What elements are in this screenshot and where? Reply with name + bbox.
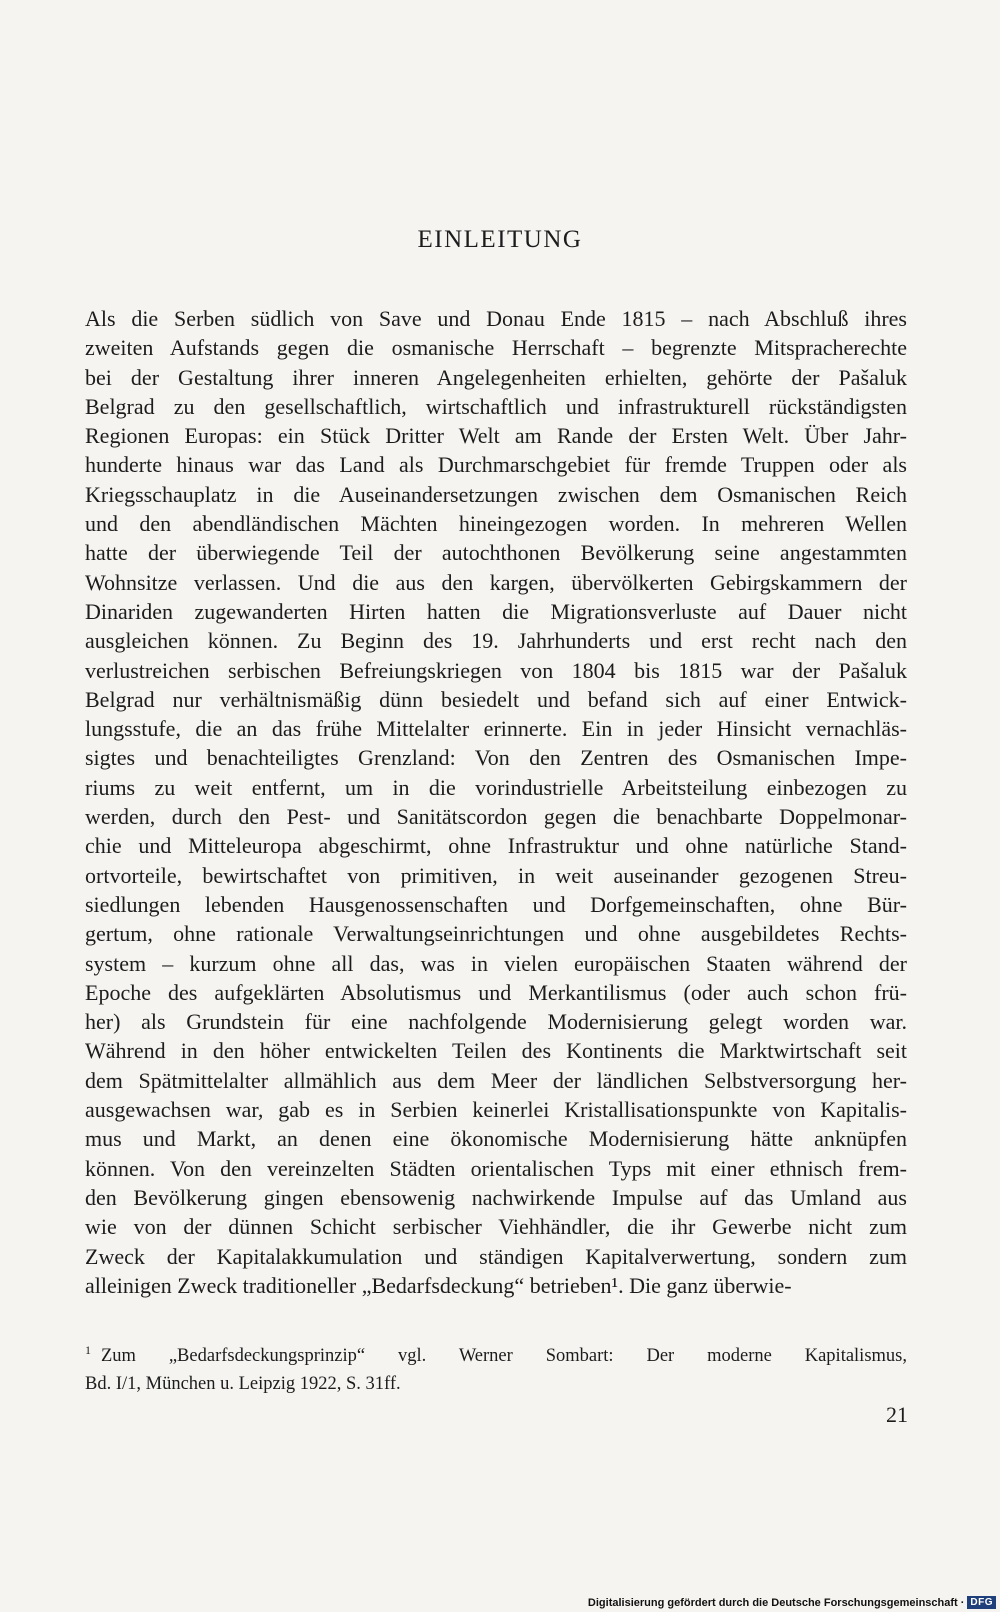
text-line: zweiten Aufstands gegen die osmanische Herrschaft – begrenzte Mitspracherechte: [85, 335, 907, 361]
page-number: 21: [886, 1402, 908, 1427]
text-line: verlustreichen serbischen Befreiungskriegen von 1804 bis 1815 war der Pašaluk: [85, 657, 907, 683]
text-line: Wohnsitze verlassen. Und die aus den kargen, übervölkerten Gebirgskammern der: [85, 569, 907, 595]
text-line: Dinariden zugewanderten Hirten hatten die Migrationsverluste auf Dauer nicht: [85, 598, 907, 624]
text-line: siedlungen lebenden Hausgenossenschaften und Dorfgemeinschaften, ohne Bür-: [85, 891, 907, 917]
text-line: lungsstufe, die an das frühe Mittelalter erinnerte. Ein in jeder Hinsicht vernachläs-: [85, 716, 907, 742]
footnote-text-1: Zum „Bedarfsdeckungsprinzip“ vgl. Werner Sombart: Der moderne Kapitalismus,: [101, 1346, 907, 1367]
dfg-logo: DFG: [967, 1596, 996, 1609]
footnote: [85, 1336, 907, 1398]
text-line: Während in den höher entwickelten Teilen des Kontinents die Marktwirtschaft seit: [85, 1038, 907, 1064]
footer-text: Digitalisierung gefördert durch die Deutsche Forschungsgemeinschaft: [587, 1596, 958, 1609]
text-line: Kriegsschauplatz in die Auseinandersetzungen zwischen dem Osmanischen Reich: [85, 481, 907, 507]
footnote-line-2: Bd. I/1, München u. Leipzig 1922, S. 31ff.: [85, 1374, 401, 1395]
text-line: wie von der dünnen Schicht serbischer Viehhändler, die ihr Gewerbe nicht zum: [85, 1214, 907, 1240]
text-line: ausgleichen können. Zu Beginn des 19. Jahrhunderts und erst recht nach den: [85, 628, 907, 654]
body-paragraph: [85, 304, 907, 1300]
footnote-line-1: [85, 1336, 907, 1370]
text-line: Als die Serben südlich von Save und Donau Ende 1815 – nach Abschluß ihres: [85, 306, 907, 331]
text-line: Belgrad nur verhältnismäßig dünn besiedelt und befand sich auf einer Entwick-: [85, 686, 907, 712]
text-line: alleinigen Zweck traditioneller „Bedarfsdeckung“ betrieben¹. Die ganz überwie-: [85, 1272, 792, 1298]
chapter-heading: EINLEITUNG: [417, 226, 583, 253]
text-line: gertum, ohne rationale Verwaltungseinrichtungen und ohne ausgebildetes Rechts-: [85, 921, 907, 947]
text-line: den Bevölkerung gingen ebensowenig nachwirkende Impulse auf das Umland aus: [85, 1184, 907, 1210]
text-line: Zweck der Kapitalakkumulation und ständigen Kapitalverwertung, sondern zum: [85, 1243, 907, 1269]
text-line: riums zu weit entfernt, um in die vorindustrielle Arbeitsteilung einbezogen zu: [85, 774, 907, 800]
text-line: hunderte hinaus war das Land als Durchmarschgebiet für fremde Truppen oder als: [85, 452, 907, 478]
text-line: mus und Markt, an denen eine ökonomische Modernisierung hätte anknüpfen: [85, 1126, 907, 1152]
text-line: chie und Mitteleuropa abgeschirmt, ohne Infrastruktur und ohne natürliche Stand-: [85, 833, 907, 859]
text-line: ortvorteile, bewirtschaftet von primitiven, in weit auseinander gezogenen Streu-: [85, 862, 907, 888]
text-line: sigtes und benachteiligtes Grenzland: Von den Zentren des Osmanischen Impe-: [85, 745, 907, 771]
text-line: Epoche des aufgeklärten Absolutismus und Merkantilismus (oder auch schon frü-: [85, 979, 907, 1005]
text-line: und den abendländischen Mächten hineingezogen worden. In mehreren Wellen: [85, 511, 907, 537]
footnote-mark: 1: [85, 1343, 91, 1357]
text-line: Regionen Europas: ein Stück Dritter Welt am Rande der Ersten Welt. Über Jahr-: [85, 423, 907, 449]
digitization-footer: Digitalisierung gefördert durch die Deutsche Forschungsgemeinschaft · DFG: [588, 1596, 996, 1609]
text-line: ausgewachsen war, gab es in Serbien keinerlei Kristallisationspunkte von Kapitalis-: [85, 1097, 907, 1123]
text-line: können. Von den vereinzelten Städten orientalischen Typs mit einer ethnisch frem-: [85, 1155, 907, 1181]
text-line: hatte der überwiegende Teil der autochthonen Bevölkerung seine angestammten: [85, 540, 907, 566]
text-line: bei der Gestaltung ihrer inneren Angelegenheiten erhielten, gehörte der Pašaluk: [85, 364, 907, 390]
text-line: Belgrad zu den gesellschaftlich, wirtschaftlich und infrastrukturell rückständigsten: [85, 393, 907, 419]
text-line: system – kurzum ohne all das, was in vielen europäischen Staaten während der: [85, 950, 907, 976]
text-line: her) als Grundstein für eine nachfolgende Modernisierung gelegt worden war.: [85, 1009, 907, 1035]
text-line: dem Spätmittelalter allmählich aus dem Meer der ländlichen Selbstversorgung her-: [85, 1067, 907, 1093]
text-line: werden, durch den Pest- und Sanitätscordon gegen die benachbarte Doppelmonar-: [85, 804, 907, 830]
